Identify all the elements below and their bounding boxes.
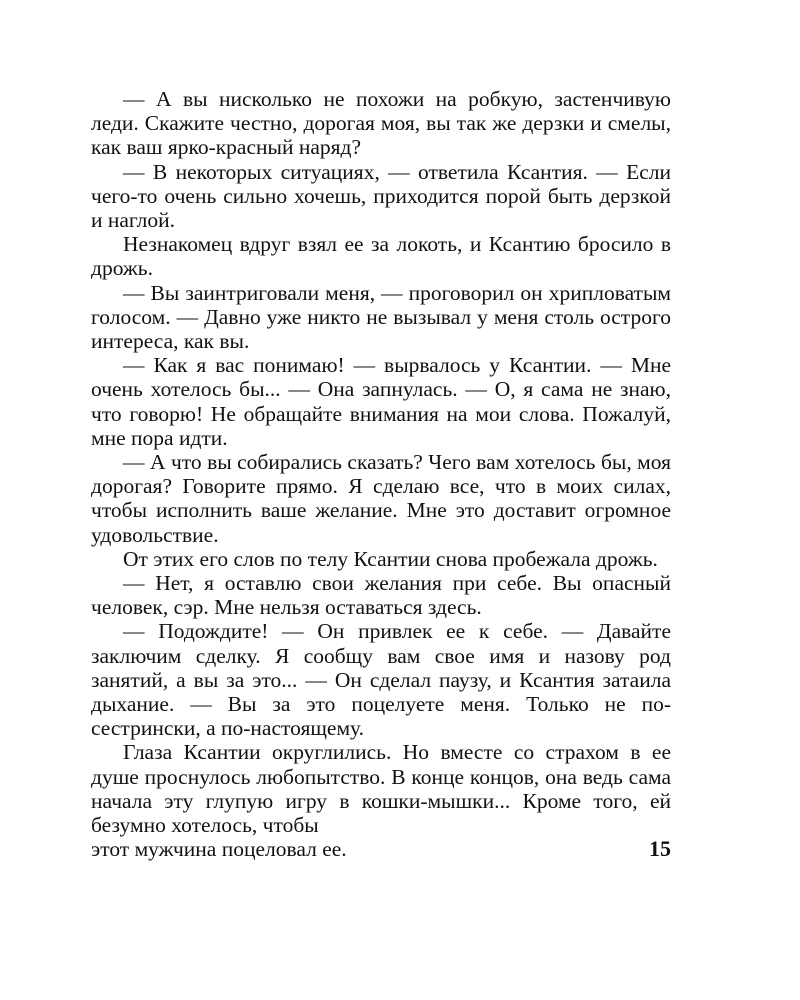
paragraph-10-tail: этот мужчина поцеловал ее.: [91, 837, 347, 862]
page-text-block: [91, 87, 671, 862]
last-line-with-page-number: [91, 837, 671, 861]
paragraph-9: — Подождите! — Он привлек ее к себе. — Давайте заключим сделку. Я сообщу вам свое имя и назову род занятий, а вы за это... — Он сделал паузу, и Ксантия затаила дыхание. — Вы за это поцелуете меня. Только не по-сестрински, а по-настоящему.: [91, 619, 671, 741]
paragraph-1: — А вы нисколько не похожи на робкую, застенчивую леди. Скажите честно, дорогая моя, вы так же дерзки и смелы, как ваш ярко-красный наряд?: [91, 87, 671, 160]
page-number: 15: [649, 836, 671, 862]
paragraph-10: Глаза Ксантии округлились. Но вместе со страхом в ее душе проснулось любопытство. В конце концов, она ведь сама начала эту глупую игру в кошки-мышки... Кроме того, ей безумно хотелось, чтобы: [91, 740, 671, 838]
paragraph-2: — В некоторых ситуациях, — ответила Ксантия. — Если чего-то очень сильно хочешь, приходится порой быть дерзкой и наглой.: [91, 159, 671, 233]
paragraph-6: — А что вы собирались сказать? Чего вам хотелось бы, моя дорогая? Говорите прямо. Я сделаю все, что в моих силах, чтобы исполнить ваше желание. Мне это доставит огромное удовольствие.: [91, 450, 671, 547]
paragraph-3: Незнакомец вдруг взял ее за локоть, и Ксантию бросило в дрожь.: [91, 232, 671, 281]
paragraph-4: — Вы заинтриговали меня, — проговорил он хрипловатым голосом. — Давно уже никто не вызывал у меня столь острого интереса, как вы.: [91, 280, 671, 354]
paragraph-8: — Нет, я оставлю свои желания при себе. Вы опасный человек, сэр. Мне нельзя оставаться здесь.: [91, 571, 671, 620]
paragraph-7: От этих его слов по телу Ксантии снова пробежала дрожь.: [123, 546, 658, 571]
paragraph-5: — Как я вас понимаю! — вырвалось у Ксантии. — Мне очень хотелось бы... — Она запнулась. — О, я сама не знаю, что говорю! Не обращайте внимания на мои слова. Пожалуй, мне пора идти.: [91, 353, 671, 450]
